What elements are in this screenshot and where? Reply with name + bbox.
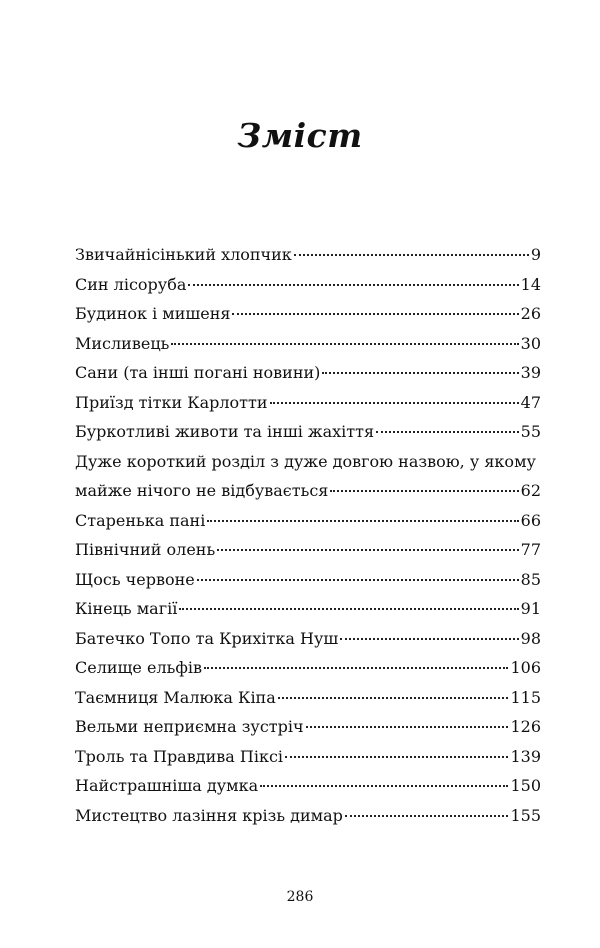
dot-leader bbox=[232, 313, 518, 315]
toc-entry-page: 47 bbox=[520, 392, 541, 412]
dot-leader bbox=[188, 284, 518, 286]
dot-leader bbox=[345, 815, 509, 817]
page-number: 286 bbox=[286, 889, 314, 905]
toc-entry bbox=[75, 270, 541, 300]
toc-entry-page: 85 bbox=[520, 569, 541, 589]
toc-entry bbox=[75, 801, 541, 831]
dot-leader bbox=[285, 756, 508, 758]
toc-entry bbox=[75, 712, 541, 742]
dot-leader bbox=[340, 638, 518, 640]
dot-leader bbox=[217, 549, 518, 551]
toc-entry-page: 139 bbox=[510, 746, 541, 766]
toc-entry bbox=[75, 771, 541, 801]
toc-entry bbox=[75, 742, 541, 772]
dot-leader bbox=[179, 608, 518, 610]
toc-entry-page: 126 bbox=[510, 717, 541, 736]
toc-entry-page: 55 bbox=[520, 422, 541, 441]
toc-entry bbox=[75, 447, 541, 506]
toc-entry-title: Селище ельфів bbox=[75, 658, 202, 677]
dot-leader bbox=[207, 520, 518, 522]
toc-entry-title: Мисливець bbox=[75, 333, 170, 353]
toc-entry-title: Старенька пані bbox=[75, 510, 206, 530]
dot-leader bbox=[278, 697, 509, 699]
toc-entry-page: 155 bbox=[510, 805, 541, 825]
dot-leader bbox=[270, 402, 519, 404]
toc-entry-title: Приїзд тітки Карлотти bbox=[75, 392, 268, 412]
table-of-contents bbox=[75, 240, 541, 830]
toc-entry-title: Троль та Правдива Піксі bbox=[75, 746, 284, 766]
dot-leader bbox=[197, 579, 519, 581]
toc-entry bbox=[75, 624, 541, 654]
toc-entry bbox=[75, 594, 541, 624]
toc-entry-title: Щось червоне bbox=[75, 569, 195, 589]
dot-leader bbox=[171, 343, 518, 345]
toc-entry-title: Кінець магії bbox=[75, 599, 178, 618]
toc-entry bbox=[75, 653, 541, 683]
toc-entry-page: 77 bbox=[520, 540, 541, 559]
toc-entry-title: Таємниця Малюка Кіпа bbox=[75, 687, 276, 707]
toc-entry-page: 115 bbox=[510, 687, 541, 707]
toc-entry-title: Звичайнісінький хлопчик bbox=[75, 245, 292, 264]
toc-entry bbox=[75, 240, 541, 270]
toc-entry-title: Північний олень bbox=[75, 540, 216, 559]
toc-entry-title-line2: майже нічого не відбувається bbox=[75, 481, 329, 500]
toc-entry bbox=[75, 506, 541, 536]
toc-entry bbox=[75, 417, 541, 447]
toc-entry-page: 106 bbox=[510, 658, 541, 677]
toc-entry-title: Батечко Топо та Крихітка Нуш bbox=[75, 628, 339, 648]
toc-entry-title: Вельми неприємна зустріч bbox=[75, 717, 304, 736]
toc-entry-line2 bbox=[75, 476, 541, 506]
toc-entry-title: Будинок і мишеня bbox=[75, 304, 231, 323]
toc-entry-title: Син лісоруба bbox=[75, 274, 187, 294]
page-title: Зміст bbox=[237, 116, 363, 155]
toc-entry-page: 91 bbox=[520, 599, 541, 618]
toc-entry-page: 98 bbox=[520, 628, 541, 648]
dot-leader bbox=[306, 726, 509, 728]
toc-entry-title: Найстрашніша думка bbox=[75, 776, 259, 795]
toc-entry bbox=[75, 329, 541, 359]
toc-entry bbox=[75, 535, 541, 565]
toc-entry bbox=[75, 388, 541, 418]
toc-entry-title-line1: Дуже короткий розділ з дуже довгою назвою, у якому bbox=[75, 451, 536, 471]
dot-leader bbox=[322, 372, 518, 374]
toc-entry-page: 14 bbox=[520, 274, 541, 294]
dot-leader bbox=[204, 667, 508, 669]
dot-leader bbox=[260, 785, 508, 787]
toc-entry bbox=[75, 358, 541, 388]
toc-entry-page: 150 bbox=[510, 776, 541, 795]
toc-entry-page: 9 bbox=[530, 245, 541, 264]
toc-entry bbox=[75, 683, 541, 713]
dot-leader bbox=[376, 431, 519, 433]
toc-entry-page: 66 bbox=[520, 510, 541, 530]
toc-entry bbox=[75, 565, 541, 595]
toc-entry-title: Мистецтво лазіння крізь димар bbox=[75, 805, 343, 825]
toc-entry bbox=[75, 299, 541, 329]
dot-leader bbox=[330, 490, 518, 492]
toc-entry-page: 62 bbox=[520, 481, 541, 500]
toc-entry-page: 26 bbox=[520, 304, 541, 323]
dot-leader bbox=[294, 254, 529, 256]
toc-entry-page: 30 bbox=[520, 333, 541, 353]
toc-entry-page: 39 bbox=[520, 363, 541, 382]
toc-entry-title: Буркотливі животи та інші жахіття bbox=[75, 422, 375, 441]
toc-entry-title: Сани (та інші погані новини) bbox=[75, 363, 321, 382]
